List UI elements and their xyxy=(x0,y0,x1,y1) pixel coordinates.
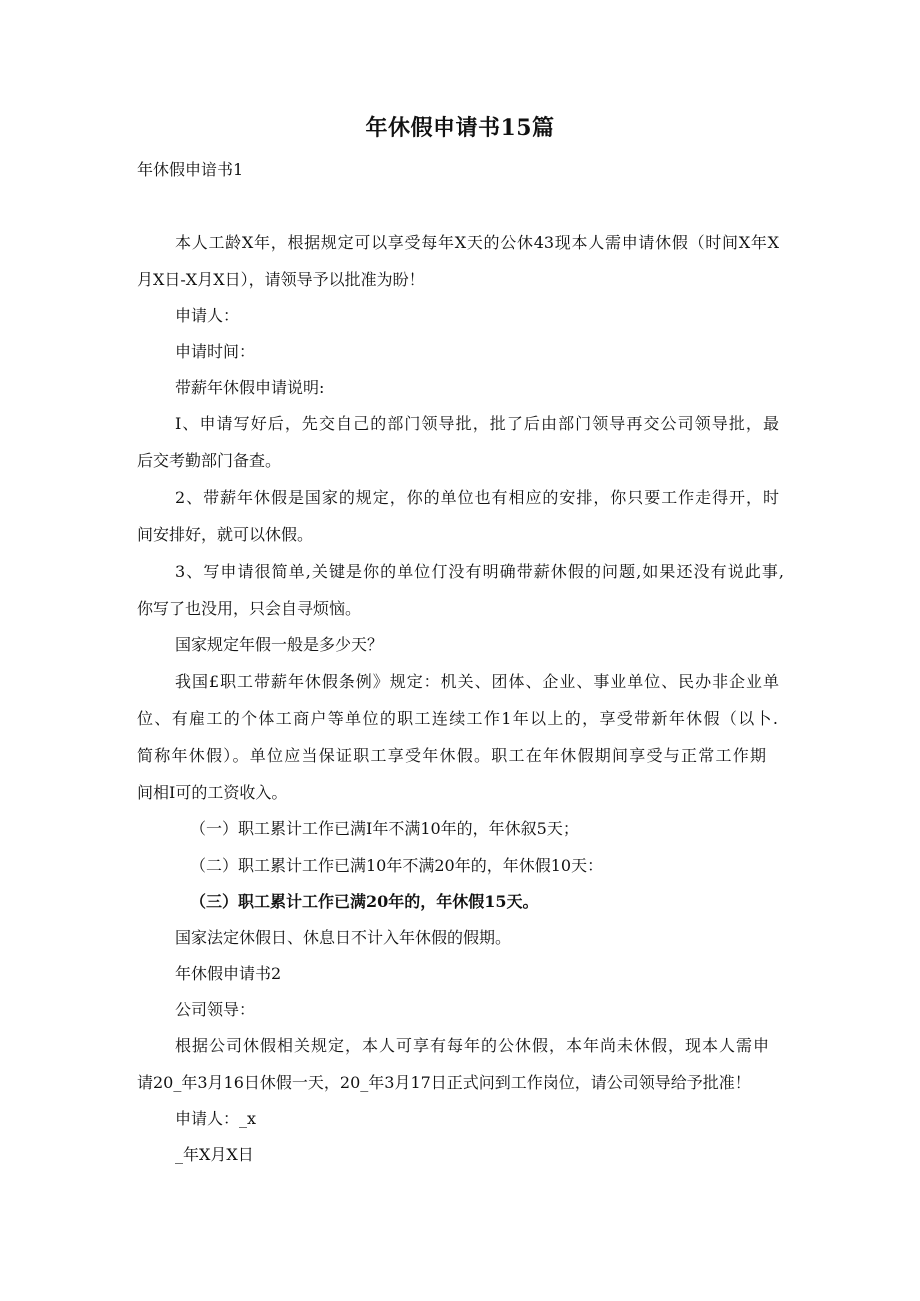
apply-time-label: 申请时间： xyxy=(175,342,256,361)
applicant-signature: 申请人：_x xyxy=(175,1109,257,1128)
regulation-line-3: 简称年休假）。单位应当保证职工享受年休假。职工在年休假期间享受与正常工作期 xyxy=(137,746,766,765)
regulation-line-1: 我国£职工带薪年休假条例》规定：机关、团体、企业、事业单位、民办非企业单 xyxy=(175,672,779,691)
section-1-heading: 年休假申谙书1 xyxy=(137,160,244,179)
regulation-line-2: 位、有雇工的个体工商户等单位的职工连续工作1年以上的，享受带新年休假（以卜. xyxy=(137,709,778,728)
rule-item-3: （三）职工累计工作已满20年的，年休假15天。 xyxy=(190,892,539,911)
section-2-heading: 年休假申请书2 xyxy=(175,964,282,983)
note-1-line-2: 后交考勤部门备查。 xyxy=(137,451,282,470)
question-line: 国家规定年假一般是多少天？ xyxy=(175,635,384,654)
rule-item-2: （二）职工累计工作已满10年不满20年的，年休假10天： xyxy=(190,856,604,875)
note-2-line-1: 2、带薪年休假是国家的规定，你的单位也有相应的安排，你只要工作走得开，时 xyxy=(175,488,779,507)
holiday-note: 国家法定休假日、休息日不计入年休假的假期。 xyxy=(175,928,512,947)
paragraph-2-line-1: 根据公司休假相关规定，本人可享有每年的公休假，本年尚未休假，现本人需申 xyxy=(175,1036,769,1055)
notes-heading: 带薪年休假申请说明: xyxy=(175,378,325,397)
applicant-label: 申请人： xyxy=(175,306,240,325)
salutation: 公司领导： xyxy=(175,1000,256,1019)
paragraph-2-line-2: 请20_年3月16日休假一天，20_年3月17日正式问到工作岗位，请公司领导给予批准！ xyxy=(137,1073,751,1092)
note-3-line-1: 3、写申请很简单,关键是你的单位仃没有明确带薪休假的问题,如果还没有说此事, xyxy=(175,562,784,581)
paragraph-1-line-1: 本人工龄X年，根据规定可以享受每年X天的公休43现本人需申请休假（时间X年X xyxy=(175,233,779,252)
regulation-line-4: 间相I可的工资收入。 xyxy=(137,783,288,802)
signature-date: _年X月X日 xyxy=(175,1145,254,1164)
rule-item-1: （一）职工累计工作已满I年不满10年的，年休叙5天； xyxy=(190,819,579,838)
paragraph-1-line-2: 月X日-X月X日），请领导予以批准为盼！ xyxy=(137,270,425,289)
note-2-line-2: 间安排好，就可以休假。 xyxy=(137,525,314,544)
note-3-line-2: 你写了也没用，只会自寻烦恼。 xyxy=(137,599,362,618)
document-title: 年休假申请书15篇 xyxy=(365,115,555,141)
note-1-line-1: I、申请写好后，先交自己的部门领导批，批了后由部门领导再交公司领导批，最 xyxy=(175,414,779,433)
